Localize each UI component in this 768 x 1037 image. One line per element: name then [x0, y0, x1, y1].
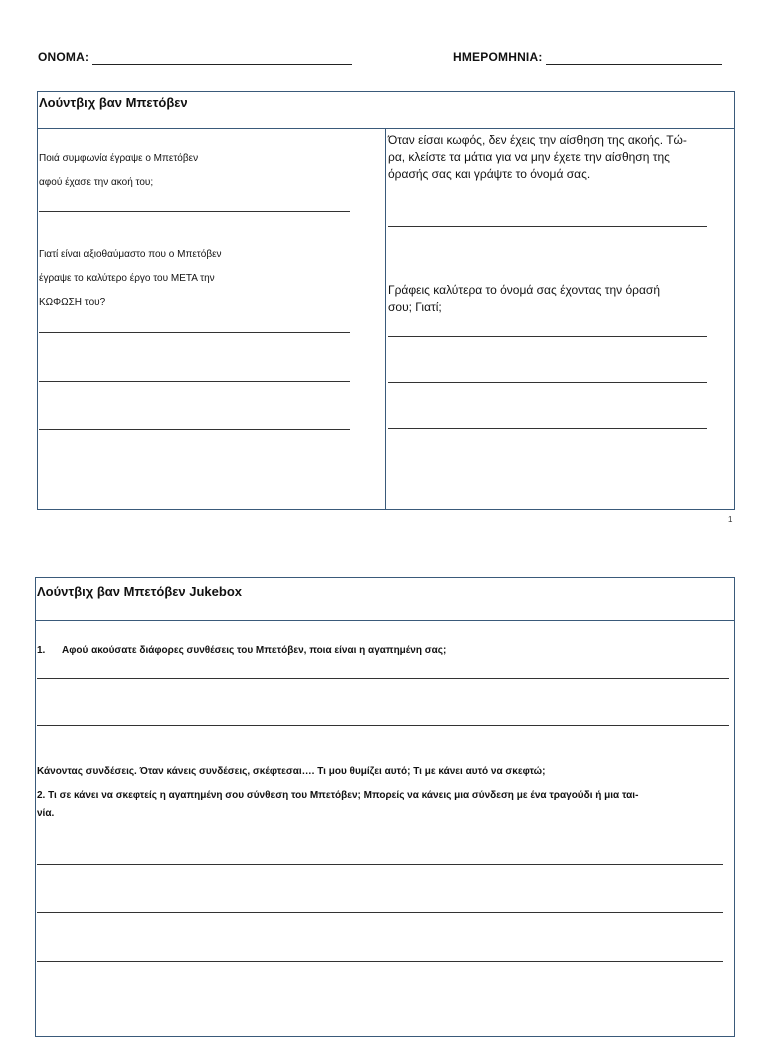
answer-line[interactable]	[388, 428, 707, 429]
name-field-line[interactable]	[92, 64, 352, 65]
question-admirable-line3: ΚΩΦΩΣΗ του?	[39, 297, 106, 308]
question-1-text: Αφού ακούσατε διάφορες συνθέσεις του Μπετόβεν, ποια είναι η αγαπημένη σας;	[62, 645, 447, 656]
deaf-prompt-line3: όρασής σας και γράψτε το όνομά σας.	[388, 167, 591, 181]
question-1-number: 1.	[37, 645, 46, 656]
answer-line[interactable]	[39, 332, 350, 333]
title-divider-2	[35, 620, 735, 621]
answer-line[interactable]	[37, 725, 729, 726]
page-number: 1	[728, 515, 733, 524]
worksheet-1-title: Λούντβιχ βαν Μπετόβεν	[39, 95, 188, 110]
answer-line[interactable]	[39, 381, 350, 382]
worksheet-2-title: Λούντβιχ βαν Μπετόβεν Jukebox	[37, 584, 243, 599]
sight-question-line2: σου; Γιατί;	[388, 300, 442, 314]
deaf-prompt-line1: Όταν είσαι κωφός, δεν έχεις την αίσθηση της ακοής. Τώ-	[388, 133, 687, 147]
question-symphony-line2: αφού έχασε την ακοή του;	[39, 177, 154, 188]
date-label: ΗΜΕΡΟΜΗΝΙΑ:	[453, 50, 543, 64]
answer-line[interactable]	[388, 382, 707, 383]
question-symphony-line1: Ποιά συμφωνία έγραψε ο Μπετόβεν	[39, 153, 199, 164]
answer-line[interactable]	[37, 864, 723, 865]
answer-line[interactable]	[37, 961, 723, 962]
answer-line[interactable]	[39, 211, 350, 212]
column-divider	[385, 128, 386, 510]
question-admirable-line1: Γιατί είναι αξιοθαύμαστο που ο Μπετόβεν	[39, 249, 222, 260]
answer-line[interactable]	[388, 336, 707, 337]
question-2-line1: 2. Τι σε κάνει να σκεφτείς η αγαπημένη σου σύνθεση του Μπετόβεν; Μπορείς να κάνεις μια σύνδεση με ένα τραγούδι ή μια ται-	[37, 790, 639, 801]
title-divider-1	[37, 128, 735, 129]
name-label: ΟΝΟΜΑ:	[38, 50, 90, 64]
answer-line[interactable]	[37, 912, 723, 913]
date-field-line[interactable]	[546, 64, 722, 65]
answer-line[interactable]	[39, 429, 350, 430]
question-2-line2: νία.	[37, 808, 55, 819]
connections-intro: Κάνοντας συνδέσεις. Όταν κάνεις συνδέσεις, σκέφτεσαι…. Τι μου θυμίζει αυτό; Τι με κάνει αυτό να σκεφτώ;	[37, 766, 546, 777]
question-admirable-line2: έγραψε το καλύτερο έργο του ΜΕΤΑ την	[39, 273, 215, 284]
answer-line[interactable]	[388, 226, 707, 227]
deaf-prompt-line2: ρα, κλείστε τα μάτια για να μην έχετε την αίσθηση της	[388, 150, 670, 164]
sight-question-line1: Γράφεις καλύτερα το όνομά σας έχοντας την όρασή	[388, 283, 661, 297]
answer-line[interactable]	[37, 678, 729, 679]
